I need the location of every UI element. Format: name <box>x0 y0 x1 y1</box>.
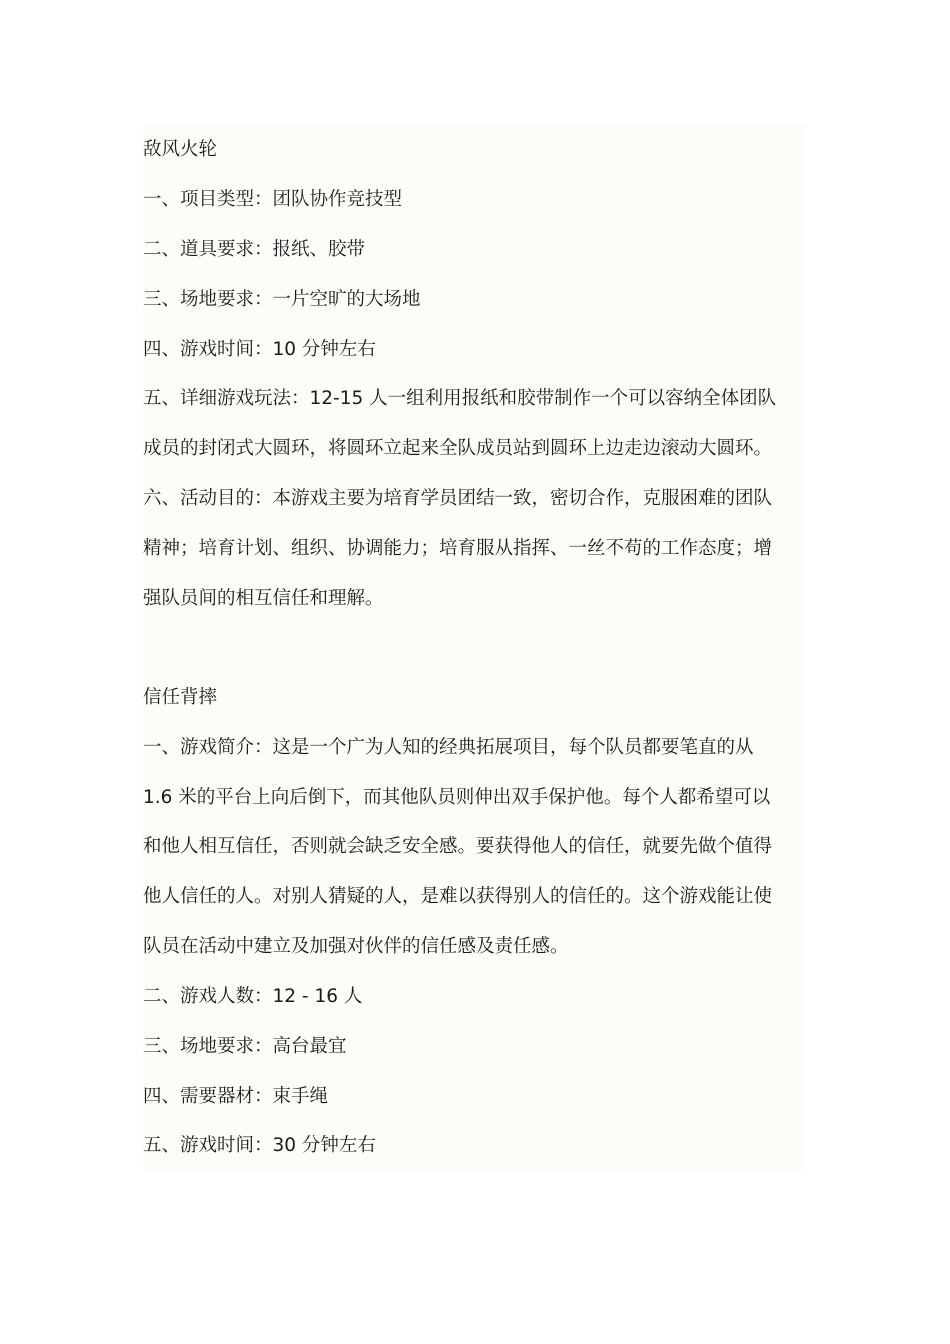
s2-item-equipment: 四、需要器材：束手绳 <box>143 1086 329 1107</box>
s2-item-intro-line5: 队员在活动中建立及加强对伙伴的信任感及责任感。 <box>143 936 569 957</box>
s2-item-intro-line4: 他人信任的人。对别人猜疑的人，是难以获得别人的信任的。这个游戏能让使 <box>143 886 773 907</box>
s1-item-purpose-line2: 精神；培育计划、组织、协调能力；培育服从指挥、一丝不苟的工作态度；增 <box>143 538 773 559</box>
s1-item-project-type: 一、项目类型：团队协作竞技型 <box>143 189 403 210</box>
section-title-1: 敌风火轮 <box>143 139 218 160</box>
document-page <box>143 125 806 1170</box>
s2-item-intro-line2: 1.6 米的平台上向后倒下，而其他队员则伸出双手保护他。每个人都希望可以 <box>143 787 771 808</box>
s1-item-gameplay-line2: 成员的封闭式大圆环，将圆环立起来全队成员站到圆环上边走边滚动大圆环。 <box>143 438 773 459</box>
s2-item-intro-line3: 和他人相互信任，否则就会缺乏安全感。要获得他人的信任，就要先做个值得 <box>143 836 773 857</box>
s2-item-players: 二、游戏人数：12 - 16 人 <box>143 986 363 1007</box>
s2-item-intro-line1: 一、游戏简介：这是一个广为人知的经典拓展项目，每个队员都要笔直的从 <box>143 737 754 758</box>
s1-item-time: 四、游戏时间：10 分钟左右 <box>143 339 376 360</box>
section-title-2: 信任背摔 <box>143 687 218 708</box>
s1-item-gameplay-line1: 五、详细游戏玩法：12-15 人一组利用报纸和胶带制作一个可以容纳全体团队 <box>143 388 777 409</box>
s1-item-venue: 三、场地要求：一片空旷的大场地 <box>143 289 421 310</box>
s1-item-props: 二、道具要求：报纸、胶带 <box>143 239 366 260</box>
s2-item-venue: 三、场地要求：高台最宜 <box>143 1036 347 1057</box>
s2-item-time: 五、游戏时间：30 分钟左右 <box>143 1135 376 1156</box>
s1-item-purpose-line1: 六、活动目的：本游戏主要为培育学员团结一致，密切合作，克服困难的团队 <box>143 488 773 509</box>
s1-item-purpose-line3: 强队员间的相互信任和理解。 <box>143 588 384 609</box>
